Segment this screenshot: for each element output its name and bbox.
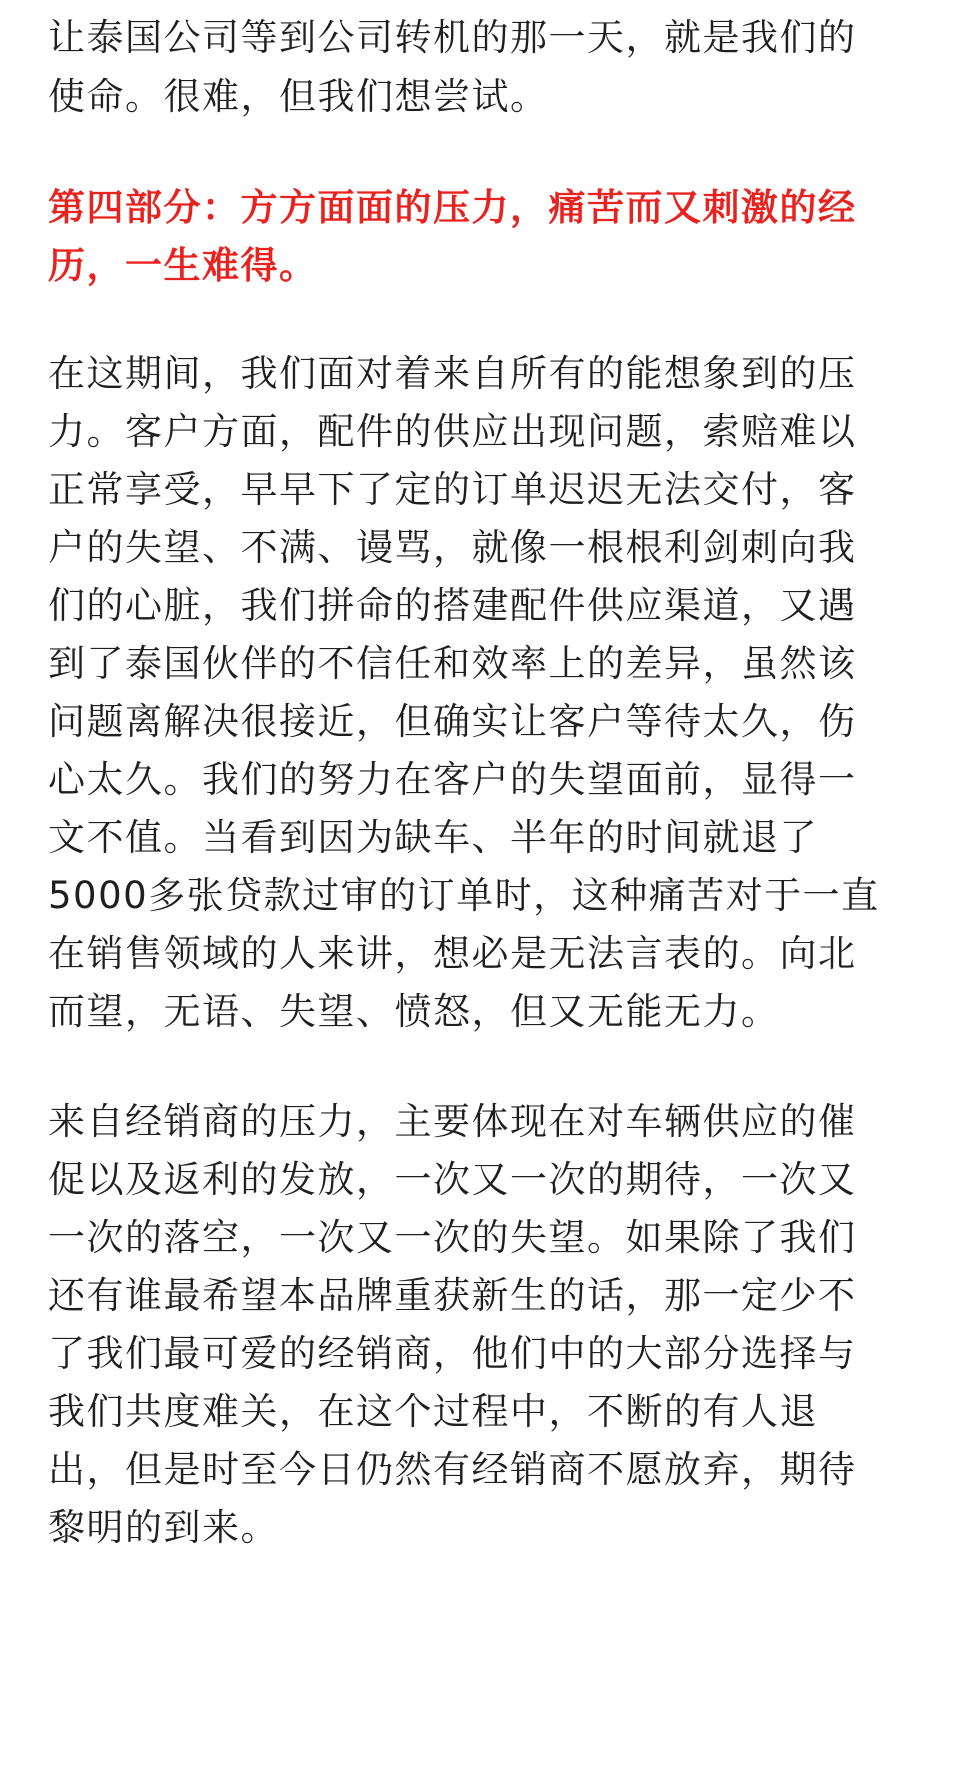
text-line: 出，但是时至今日仍然有经销商不愿放弃，期待 <box>48 1448 857 1491</box>
text-line: 文不值。当看到因为缺车、半年的时间就退了 <box>48 816 818 859</box>
text-line: 了我们最可爱的经销商，他们中的大部分选择与 <box>48 1332 857 1375</box>
text-line: 还有谁最希望本品牌重获新生的话，那一定少不 <box>48 1274 857 1317</box>
text-line: 让泰国公司等到公司转机的那一天，就是我们的 <box>48 16 857 59</box>
text-line: 心太久。我们的努力在客户的失望面前，显得一 <box>48 758 857 801</box>
text-line: 们的心脏，我们拼命的搭建配件供应渠道，又遇 <box>48 584 857 627</box>
text-line: 促以及返利的发放，一次又一次的期待，一次又 <box>48 1158 857 1201</box>
text-line: 来自经销商的压力，主要体现在对车辆供应的催 <box>48 1100 857 1143</box>
text-line: 在销售领域的人来讲，想必是无法言表的。向北 <box>48 932 857 975</box>
text-line: 在这期间，我们面对着来自所有的能想象到的压 <box>48 352 857 395</box>
text-line: 正常享受，早早下了定的订单迟迟无法交付，客 <box>48 468 857 511</box>
text-line: 力。客户方面，配件的供应出现问题，索赔难以 <box>48 410 857 453</box>
text-line: 一次的落空，一次又一次的失望。如果除了我们 <box>48 1216 857 1259</box>
heading-line: 第四部分：方方面面的压力，痛苦而又刺激的经 <box>48 186 857 229</box>
text-line: 黎明的到来。 <box>48 1506 279 1549</box>
text-line: 问题离解决很接近，但确实让客户等待太久，伤 <box>48 700 857 743</box>
text-line: 使命。很难，但我们想尝试。 <box>48 75 549 118</box>
text-line: 5000多张贷款过审的订单时，这种痛苦对于一直 <box>48 874 880 917</box>
text-line: 到了泰国伙伴的不信任和效率上的差异，虽然该 <box>48 642 857 685</box>
text-line: 而望，无语、失望、愤怒，但又无能无力。 <box>48 990 780 1033</box>
text-line: 我们共度难关，在这个过程中，不断的有人退 <box>48 1390 818 1433</box>
text-line: 户的失望、不满、谩骂，就像一根根利剑刺向我 <box>48 526 857 569</box>
heading-line: 历，一生难得。 <box>48 244 318 287</box>
